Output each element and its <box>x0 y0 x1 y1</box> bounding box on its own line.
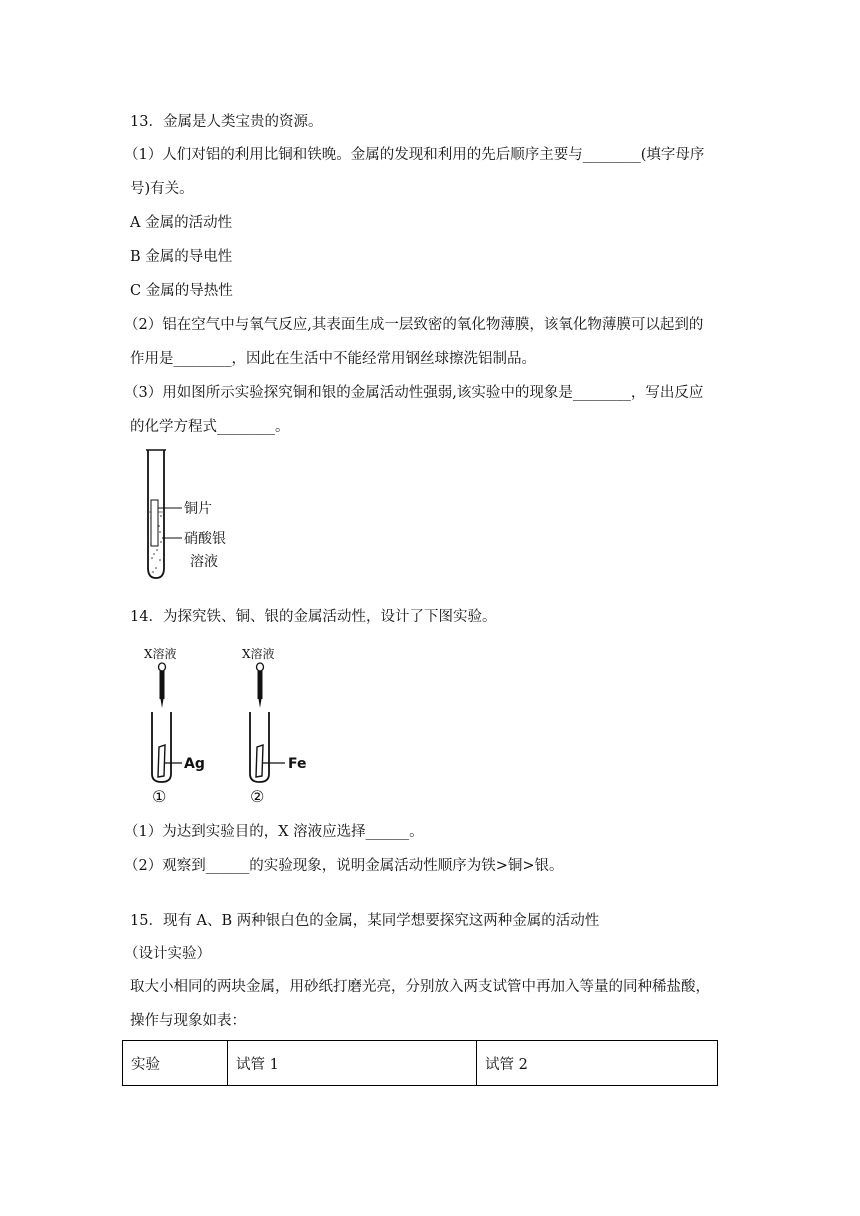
q15-desc-line1: 取大小相同的两块金属，用砂纸打磨光亮，分别放入两支试管中再加入等量的同种稀盐酸， <box>130 979 710 995</box>
q13-part2-line2: 作用是________，因此在生活中不能经常用钢丝球擦洗铝制品。 <box>130 351 536 367</box>
q15-title: 15．现有 A、B 两种银白色的金属，某同学想要探究这两种金属的活动性 <box>130 913 600 929</box>
q15-results-table <box>122 1040 718 1086</box>
metal-fe-label: Fe <box>288 756 307 772</box>
metal-ag-label: Ag <box>184 756 205 772</box>
label-solution-1: 硝酸银 <box>184 531 226 547</box>
q14-part1: （1）为达到实验目的，X 溶液应选择______。 <box>124 824 424 840</box>
label-copper: 铜片 <box>184 501 212 517</box>
q13-option-a: A 金属的活动性 <box>130 215 233 231</box>
q13-option-c: C 金属的导热性 <box>130 283 233 299</box>
q15-design-heading: （设计实验） <box>124 946 211 962</box>
x-solution-label-2: X溶液 <box>242 647 275 661</box>
table-header-cell: 试管 2 <box>477 1041 718 1086</box>
q13-part1-line1: （1）人们对铝的利用比铜和铁晚。金属的发现和利用的先后顺序主要与________(填字母序 <box>124 147 705 163</box>
table-header-cell: 实验 <box>123 1041 228 1086</box>
label-solution-2: 溶液 <box>190 554 218 570</box>
table-header-cell: 试管 1 <box>228 1041 477 1086</box>
q13-part3-line1: （3）用如图所示实验探究铜和银的金属活动性强弱,该实验中的现象是________，写出反应 <box>124 385 704 401</box>
q15-desc-line2: 操作与现象如表： <box>130 1013 246 1029</box>
q14-title: 14．为探究铁、铜、银的金属活动性，设计了下图实验。 <box>130 609 497 625</box>
q13-part2-line1: （2）铝在空气中与氧气反应,其表面生成一层致密的氧化物薄膜，该氧化物薄膜可以起到的 <box>124 317 704 333</box>
q13-part3-line2: 的化学方程式________。 <box>130 419 290 435</box>
q13-part1-line2: 号)有关。 <box>130 181 194 197</box>
q13-title: 13．金属是人类宝贵的资源。 <box>130 114 323 130</box>
q14-figure <box>138 644 318 806</box>
table-row <box>123 1041 718 1086</box>
dropper-2-icon <box>257 663 264 708</box>
dropper-1-icon <box>159 663 166 708</box>
test-tube-1-icon <box>152 712 182 782</box>
test-tube-icon <box>146 450 182 578</box>
q14-part2: （2）观察到______的实验现象，说明金属活动性顺序为铁>铜>银。 <box>124 858 564 874</box>
q13-test-tube-figure <box>130 446 250 582</box>
test-tube-2-icon <box>250 712 285 782</box>
q13-option-b: B 金属的导电性 <box>130 249 233 265</box>
tube-2-number: ② <box>250 787 265 806</box>
tube-1-number: ① <box>152 787 167 806</box>
x-solution-label-1: X溶液 <box>144 647 177 661</box>
